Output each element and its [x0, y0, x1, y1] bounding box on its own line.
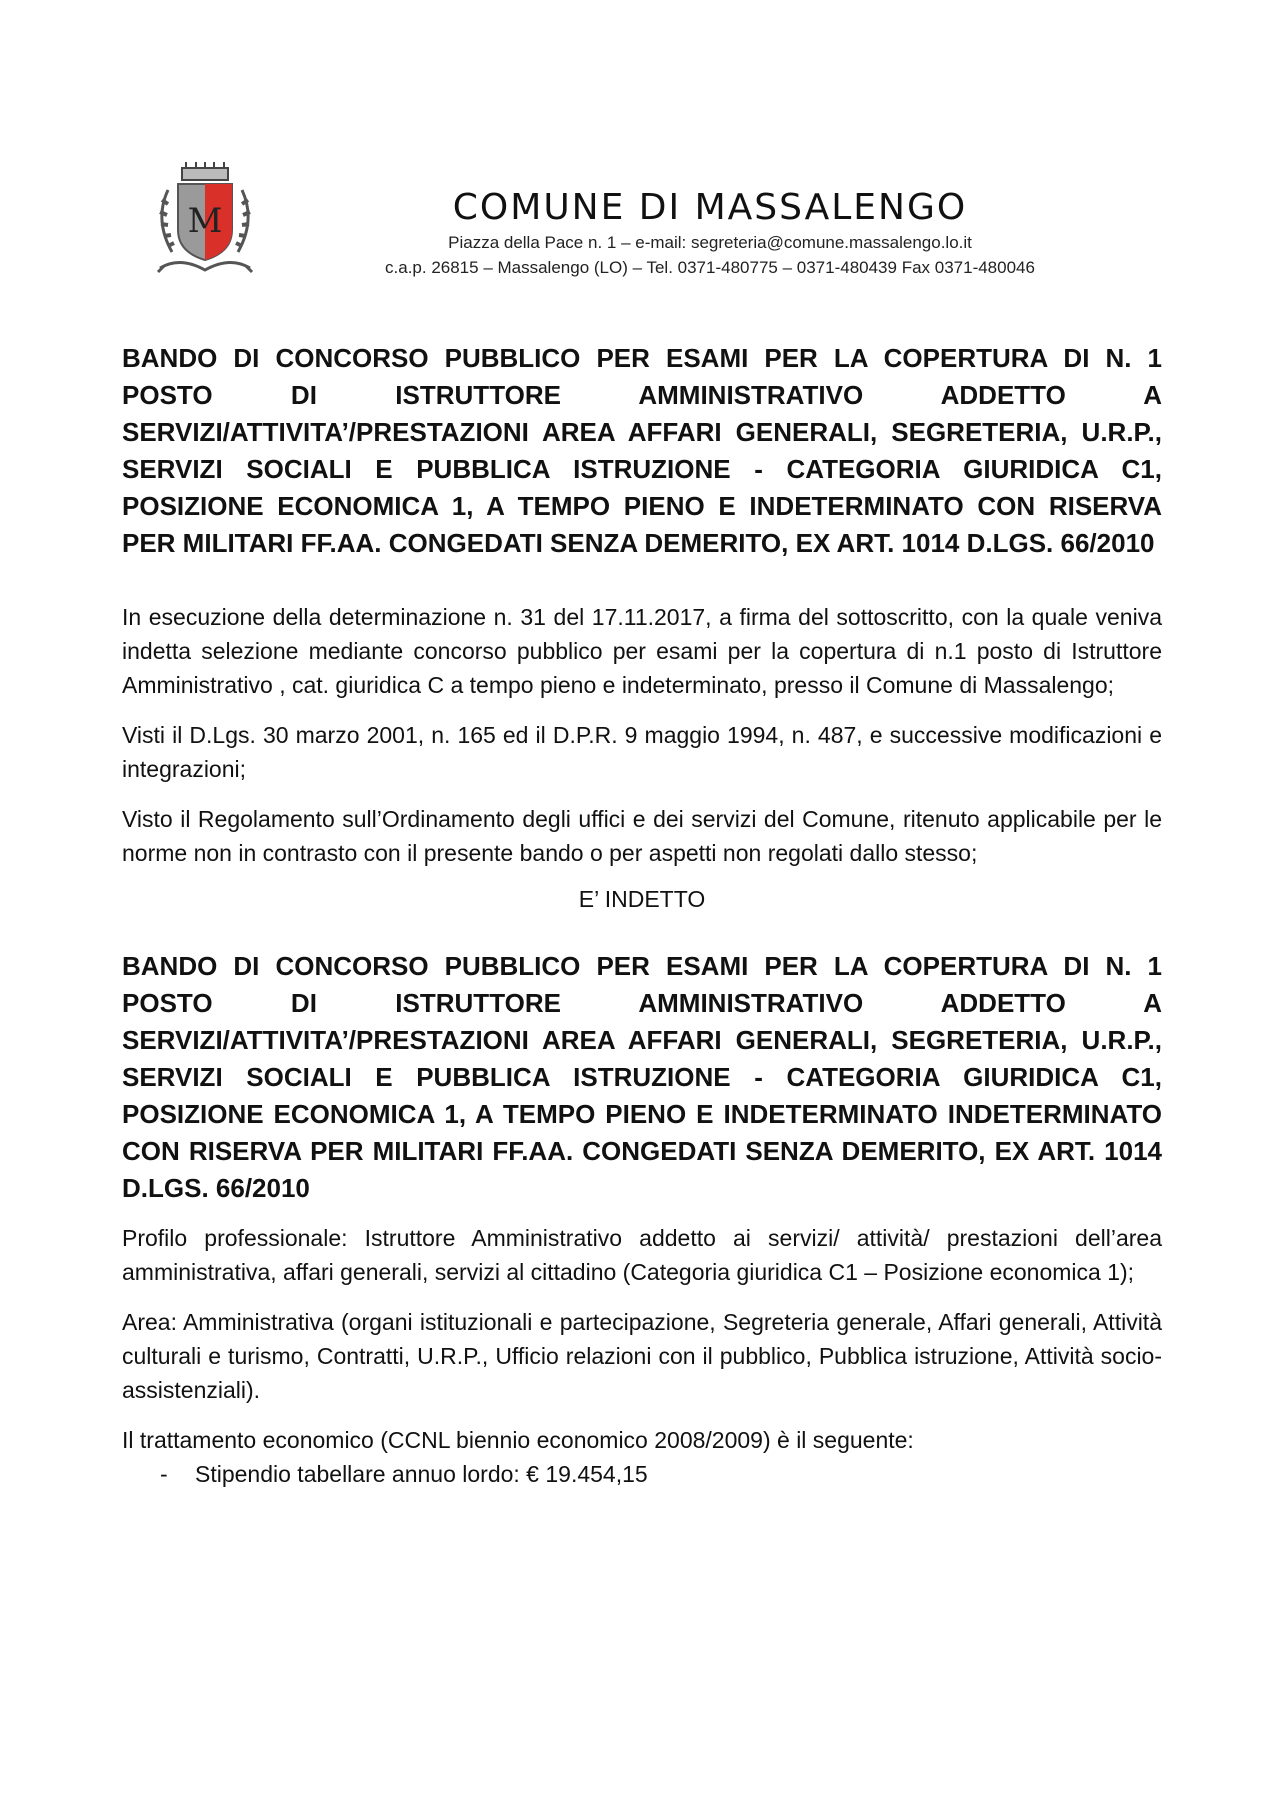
paragraph-visti: Visti il D.Lgs. 30 marzo 2001, n. 165 ed il D.P.R. 9 maggio 1994, n. 487, e successive modificazioni e integrazioni;	[122, 722, 1162, 782]
list-item-text: Stipendio tabellare annuo lordo: € 19.454,15	[195, 1461, 648, 1487]
crest-letter: M	[187, 201, 223, 241]
list-bullet: -	[160, 1461, 168, 1487]
document-body	[122, 340, 1162, 1491]
municipal-crest-logo	[150, 160, 260, 280]
notice-title-1: BANDO DI CONCORSO PUBBLICO PER ESAMI PER LA COPERTURA DI N. 1 POSTO DI ISTRUTTORE AMMINISTRATIVO ADDETTO A SERVIZI/ATTIVITA’/PRESTAZIONI AREA AFFARI GENERALI, SEGRETERIA, U.R.P., SERVIZI SOCIALI E PUBBLICA ISTRUZIONE - CATEGORIA GIURIDICA C1, POSIZIONE ECONOMICA 1, A TEMPO PIENO E INDETERMINATO CON RISERVA PER MILITARI FF.AA. CONGEDATI SENZA DEMERITO, EX ART. 1014 D.LGS. 66/2010	[122, 343, 1162, 558]
notice-title-2: BANDO DI CONCORSO PUBBLICO PER ESAMI PER LA COPERTURA DI N. 1 POSTO DI ISTRUTTORE AMMINISTRATIVO ADDETTO A SERVIZI/ATTIVITA’/PRESTAZIONI AREA AFFARI GENERALI, SEGRETERIA, U.R.P., SERVIZI SOCIALI E PUBBLICA ISTRUZIONE - CATEGORIA GIURIDICA C1, POSIZIONE ECONOMICA 1, A TEMPO PIENO E INDETERMINATO INDETERMINATO CON RISERVA PER MILITARI FF.AA. CONGEDATI SENZA DEMERITO, EX ART. 1014 D.LGS. 66/2010	[122, 951, 1162, 1203]
paragraph-trattamento: Il trattamento economico (CCNL biennio economico 2008/2009) è il seguente:	[122, 1427, 914, 1453]
ribbon-icon	[160, 262, 250, 270]
address-line-1: Piazza della Pace n. 1 – e-mail: segreteria@comune.massalengo.lo.it	[448, 233, 972, 252]
paragraph-regolamento: Visto il Regolamento sull’Ordinamento degli uffici e dei servizi del Comune, ritenuto applicabile per le norme non in contrasto con il presente bando o per aspetti non regolati dallo stesso;	[122, 806, 1162, 866]
list-item	[122, 1457, 1162, 1491]
salary-list	[122, 1457, 1162, 1491]
indetto-heading: E’ INDETTO	[578, 886, 706, 912]
crown-icon	[182, 162, 228, 180]
paragraph-determinazione: In esecuzione della determinazione n. 31 del 17.11.2017, a firma del sottoscritto, con la quale veniva indetta selezione mediante concorso pubblico per esami per la copertura di n.1 posto di Istruttore Amministrativo , cat. giuridica C a tempo pieno e indeterminato, presso il Comune di Massalengo;	[122, 604, 1162, 698]
municipality-title: COMUNE DI MASSALENGO	[452, 187, 968, 228]
shield-icon	[178, 184, 232, 260]
address-line-2: c.a.p. 26815 – Massalengo (LO) – Tel. 0371-480775 – 0371-480439 Fax 0371-480046	[385, 258, 1035, 277]
paragraph-area: Area: Amministrativa (organi istituzionali e partecipazione, Segreteria generale, Affari generali, Attività culturali e turismo, Contratti, U.R.P., Ufficio relazioni con il pubblico, Pubblica istruzione, Attività socio-assistenziali).	[122, 1309, 1162, 1403]
paragraph-profilo: Profilo professionale: Istruttore Amministrativo addetto ai servizi/ attività/ prestazioni dell’area amministrativa, affari generali, servizi al cittadino (Categoria giuridica C1 – Posizione economica 1);	[122, 1225, 1162, 1285]
letterhead	[290, 186, 1130, 280]
